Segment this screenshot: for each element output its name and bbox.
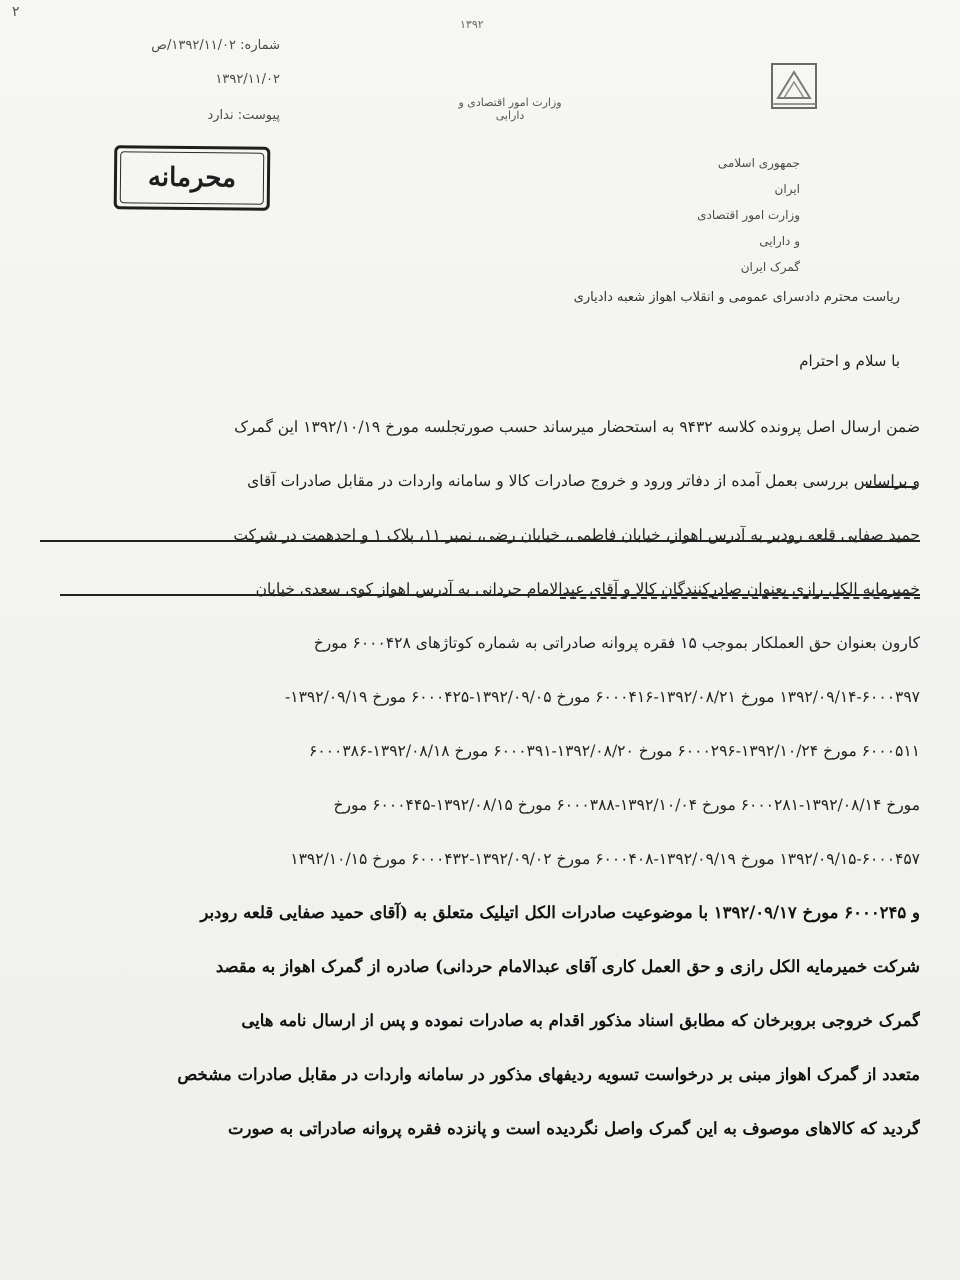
body-line: خمیرمایه الکل رازی بعنوان صادرکنندگان کالا و آقای عبدالامام حردانی به آدرس اهواز کوی سعدی خیابان	[255, 580, 920, 598]
reference-date: ۱۳۹۲/۱۱/۰۲	[215, 72, 280, 87]
body-line: ضمن ارسال اصل پرونده کلاسه ۹۴۳۲ به استحضار میرساند حسب صورتجلسه مورخ ۱۳۹۲/۱۰/۱۹ این گمرک	[234, 418, 920, 436]
body-line: و براساس بررسی بعمل آمده از دفاتر ورود و خروج صادرات کالا و سامانه واردات در مقابل صادرات آقای	[247, 472, 920, 490]
body-line: متعدد از گمرک اهواز مبنی بر درخواست تسویه ردیفهای مذکور در سامانه واردات در مقابل صادرات مشخص	[177, 1065, 920, 1084]
confidential-stamp	[114, 145, 271, 211]
reference-attachment: پیوست: ندارد	[207, 108, 280, 123]
organization-block	[690, 150, 800, 280]
org-line-ministry: وزارت امور اقتصادی و دارایی	[697, 208, 800, 248]
underline-mark	[40, 540, 920, 542]
top-center-text: ۱۳۹۲	[460, 18, 484, 31]
body-line: ۶۰۰۰۵۱۱ مورخ ۱۳۹۲/۱۰/۲۴-۶۰۰۰۲۹۶ مورخ ۱۳۹۲/۰۸/۲۰-۶۰۰۰۳۹۱ مورخ ۱۳۹۲/۰۸/۱۸-۶۰۰۰۳۸۶	[309, 742, 920, 760]
greeting-line: با سلام و احترام	[799, 352, 900, 370]
page-corner-mark: ۲	[12, 4, 20, 20]
body-line: و ۶۰۰۰۲۴۵ مورخ ۱۳۹۲/۰۹/۱۷ با موضوعیت صادرات الکل اتیلیک متعلق به (آقای حمید صفایی قلعه رودبر	[200, 903, 920, 922]
confidential-stamp-text: محرمانه	[147, 162, 237, 194]
reference-number: شماره: ۱۳۹۲/۱۱/۰۲/ص	[151, 38, 280, 53]
body-line: کارون بعنوان حق العملکار بموجب ۱۵ فقره پروانه صادراتی به شماره کوتاژهای ۶۰۰۰۴۲۸ مورخ	[313, 634, 920, 652]
letter-body	[20, 400, 920, 1156]
customs-emblem-icon	[764, 58, 824, 114]
body-line: گمرک خروجی بروبرخان که مطابق اسناد مذکور اقدام به صادرات نموده و پس از ارسال نامه هایی	[241, 1011, 920, 1030]
org-line-country: جمهوری اسلامی ایران	[717, 156, 800, 196]
body-line: ۱۳۹۲/۰۹/۱۴-۶۰۰۰۳۹۷ مورخ ۱۳۹۲/۰۸/۲۱-۶۰۰۰۴۱۶ مورخ ۱۳۹۲/۰۹/۰۵-۶۰۰۰۴۲۵ مورخ ۱۳۹۲/۰۹/۱۹-	[285, 688, 920, 706]
ministry-caption: وزارت امور اقتصادی و دارایی	[458, 96, 562, 122]
recipient-line: ریاست محترم دادسرای عمومی و انقلاب اهواز شعبه دادیاری	[573, 290, 900, 305]
body-line: گردید که کالاهای موصوف به این گمرک واصل نگردیده است و پانزده فقره پروانه صادراتی به صورت	[228, 1119, 920, 1138]
underline-mark	[60, 594, 920, 596]
body-line: مورخ ۱۳۹۲/۰۸/۱۴-۶۰۰۰۲۸۱ مورخ ۱۳۹۲/۱۰/۰۴-۶۰۰۰۳۸۸ مورخ ۱۳۹۲/۰۸/۱۵-۶۰۰۰۴۴۵ مورخ	[333, 796, 920, 814]
underline-mark	[560, 597, 920, 599]
body-line: ۱۳۹۲/۰۹/۱۵-۶۰۰۰۴۵۷ مورخ ۱۳۹۲/۰۹/۱۹-۶۰۰۰۴۰۸ مورخ ۱۳۹۲/۰۹/۰۲-۶۰۰۰۴۳۲ مورخ ۱۳۹۲/۱۰/۱۵	[290, 850, 920, 868]
body-line: شرکت خمیرمایه الکل رازی و حق العمل کاری آقای عبدالامام حردانی) صادره از گمرک اهواز به مقصد	[215, 957, 920, 976]
underline-mark	[866, 486, 916, 488]
body-line: حمید صفایی قلعه رودبر به آدرس اهواز، خیابان فاطمی، خیابان رضی، نمبر ۱۱، پلاک ۱ و احدهمت در شرکت	[233, 526, 920, 544]
org-line-customs: گمرک ایران	[740, 260, 800, 274]
